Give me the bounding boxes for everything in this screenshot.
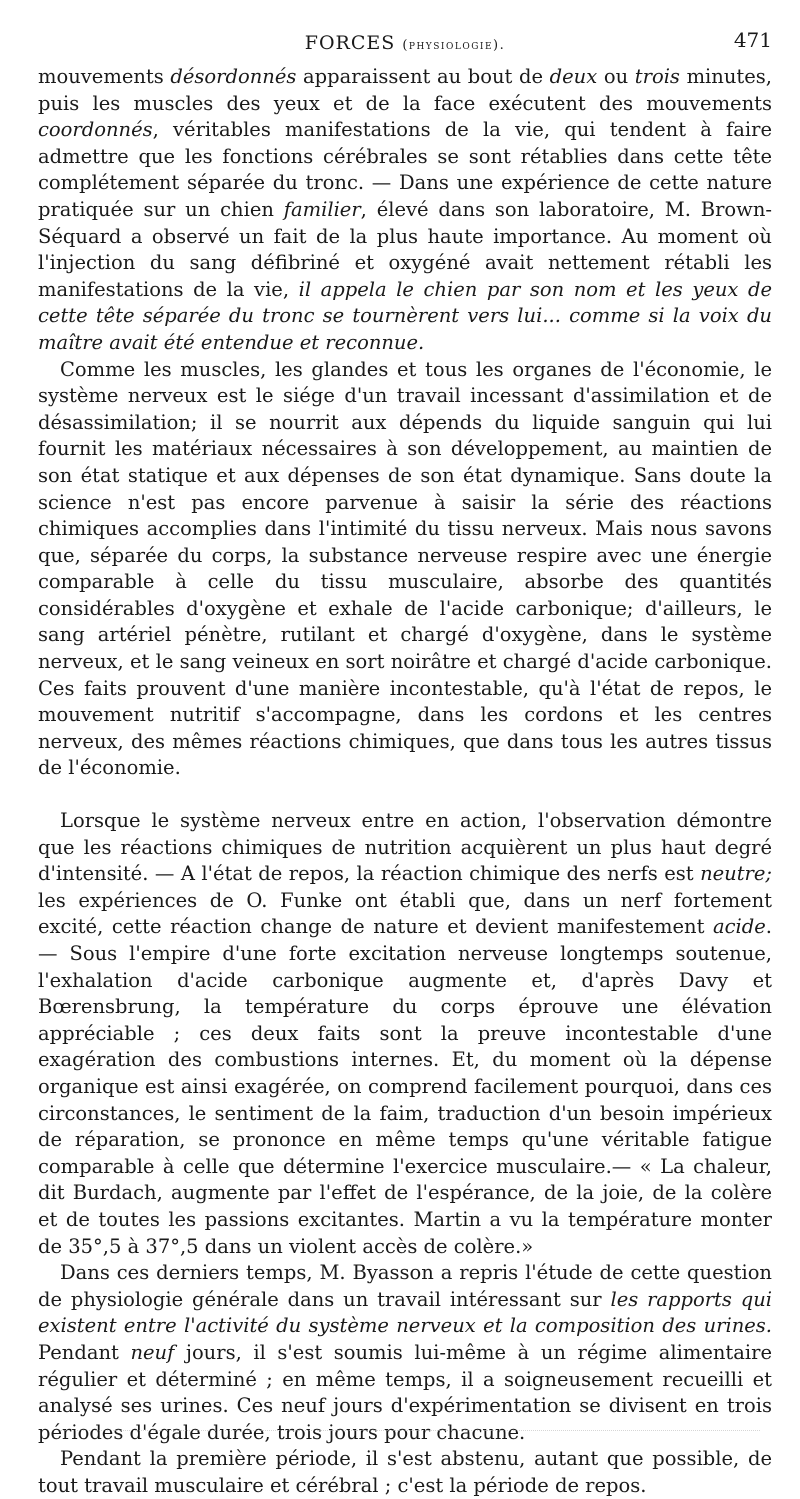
italic-text-run: neutre; [700, 862, 772, 886]
italic-text-run: familier [283, 197, 361, 221]
scan-artifact-line [60, 1430, 760, 1433]
text-run: jours, il s'est soumis lui-même à un régime alimentaire régulier et déterminé ; en même temps, il a soigneusement recueilli et analysé ses urines. Ces neuf jours d'expérimentation se divisent en trois périodes d'égale durée, trois jours pour chacune. [38, 1340, 772, 1444]
text-run: . — Sous l'empire d'une forte excitation nerveuse longtemps soutenue, l'exhalation d'acide carbonique augmente et, d'après Davy et Bœrensbrung, la température du corps éprouve une élévation appréciable ; ces deux faits sont la preuve incontestable d'une exagération des combustions internes. Et, du moment où la dépense organique est ainsi exagérée, on comprend facilement pourquoi, dans ces circonstances, le sentiment de la faim, traduction d'un besoin impérieux de réparation, se prononce en même temps qu'une véritable fatigue comparable à celle que détermine l'exercice musculaire.— « La chaleur, dit Burdach, augmente par l'effet de l'espérance, de la joie, de la colère et de toutes les passions excitantes. Martin a vu la température monter de 35°,5 à 37°,5 dans un violent accès de colère.» [38, 915, 772, 1258]
text-run: apparaissent au bout de [296, 65, 550, 88]
page-number: 471 [733, 28, 772, 52]
text-run: mouvements [38, 65, 171, 88]
paragraph [38, 64, 772, 357]
text-run: , élevé dans son laboratoire, M. Brown-Séquard a observé un fait de la plus haute importance. Au moment où l'injection du sang défibriné et oxygéné avait nettement rétabli les manifestations de la vie, [38, 197, 772, 301]
italic-text-run: neuf [130, 1340, 175, 1364]
italic-text-run: trois [634, 65, 680, 88]
text-run: , véritables manifestations de la vie, qui tendent à faire admettre que les fonctions cérébrales se sont rétablies dans cette tête complétement séparée du tronc. — Dans une expérience de cette nature pratiquée sur un chien [38, 118, 772, 221]
text-run: Pendant [38, 1340, 131, 1364]
paragraph [38, 1260, 772, 1446]
running-title [38, 32, 772, 54]
text-run: minutes, puis les muscles des yeux et de la face exécutent des mouvements [38, 65, 772, 115]
paragraph [38, 357, 772, 783]
book-page [38, 28, 772, 1499]
text-run: les expériences de O. Funke ont établi que, dans un nerf fortement excité, cette réaction change de nature et devient manifestement [38, 888, 772, 939]
text-run: Lorsque le système nerveux entre en action, l'observation démontre que les réactions chimiques de nutrition acquièrent un plus haut degré d'intensité. — A l'état de repos, la réaction chimique des nerfs est [38, 809, 772, 886]
text-run: Comme les muscles, les glandes et tous les organes de l'économie, le système nerveux est le siége d'un travail incessant d'assimilation et de désassimilation; il se nourrit aux dépends du liquide sanguin qui lui fournit les matériaux nécessaires à son développement, au maintien de son état statique et aux dépenses de son état dynamique. Sans doute la science n'est pas encore parvenue à saisir la série des réactions chimiques accomplies dans l'intimité du tissu nerveux. Mais nous savons que, séparée du corps, la substance nerveuse respire avec une énergie comparable à celle du tissu musculaire, absorbe des quantités considérables d'oxygène et exhale de l'acide carbonique; d'ailleurs, le sang artériel pénètre, rutilant et chargé d'oxygène, dans le système nerveux, et le sang veineux en sort noirâtre et chargé d'acide carbonique. Ces faits prouvent d'une manière incontestable, qu'à l'état de repos, le mouvement nutritif s'accompagne, dans les cordons et les centres nerveux, des mêmes réactions chimiques, que dans tous les autres tissus de l'économie. [38, 357, 772, 780]
text-run: ou [597, 65, 635, 88]
italic-text-run: acide [712, 915, 766, 939]
text-run: Pendant la première période, il s'est abstenu, autant que possible, de tout travail musculaire et cérébral ; c'est la période de repos. [38, 1447, 772, 1497]
italic-text-run: il appela le chien par son nom et les yeux de cette tête séparée du tronc se tournèrent vers lui... comme si la voix du maître avait été entendue et reconnue. [38, 277, 773, 354]
running-title-main: FORCES [304, 32, 396, 54]
italic-text-run: désordonnés [170, 65, 297, 88]
text-run: Dans ces derniers temps, M. Byasson a repris l'étude de cette question de physiologie générale dans un travail intéressant sur [38, 1261, 772, 1311]
paragraph [38, 1446, 772, 1499]
italic-text-run: coordonnés [38, 118, 153, 142]
paragraph [38, 808, 772, 1260]
running-title-subtitle: (physiologie). [402, 38, 506, 53]
italic-text-run: deux [549, 65, 598, 88]
italic-text-run: les rapports qui existent entre l'activité du système nerveux et la composition des urines. [38, 1287, 772, 1338]
page-header [38, 28, 772, 64]
